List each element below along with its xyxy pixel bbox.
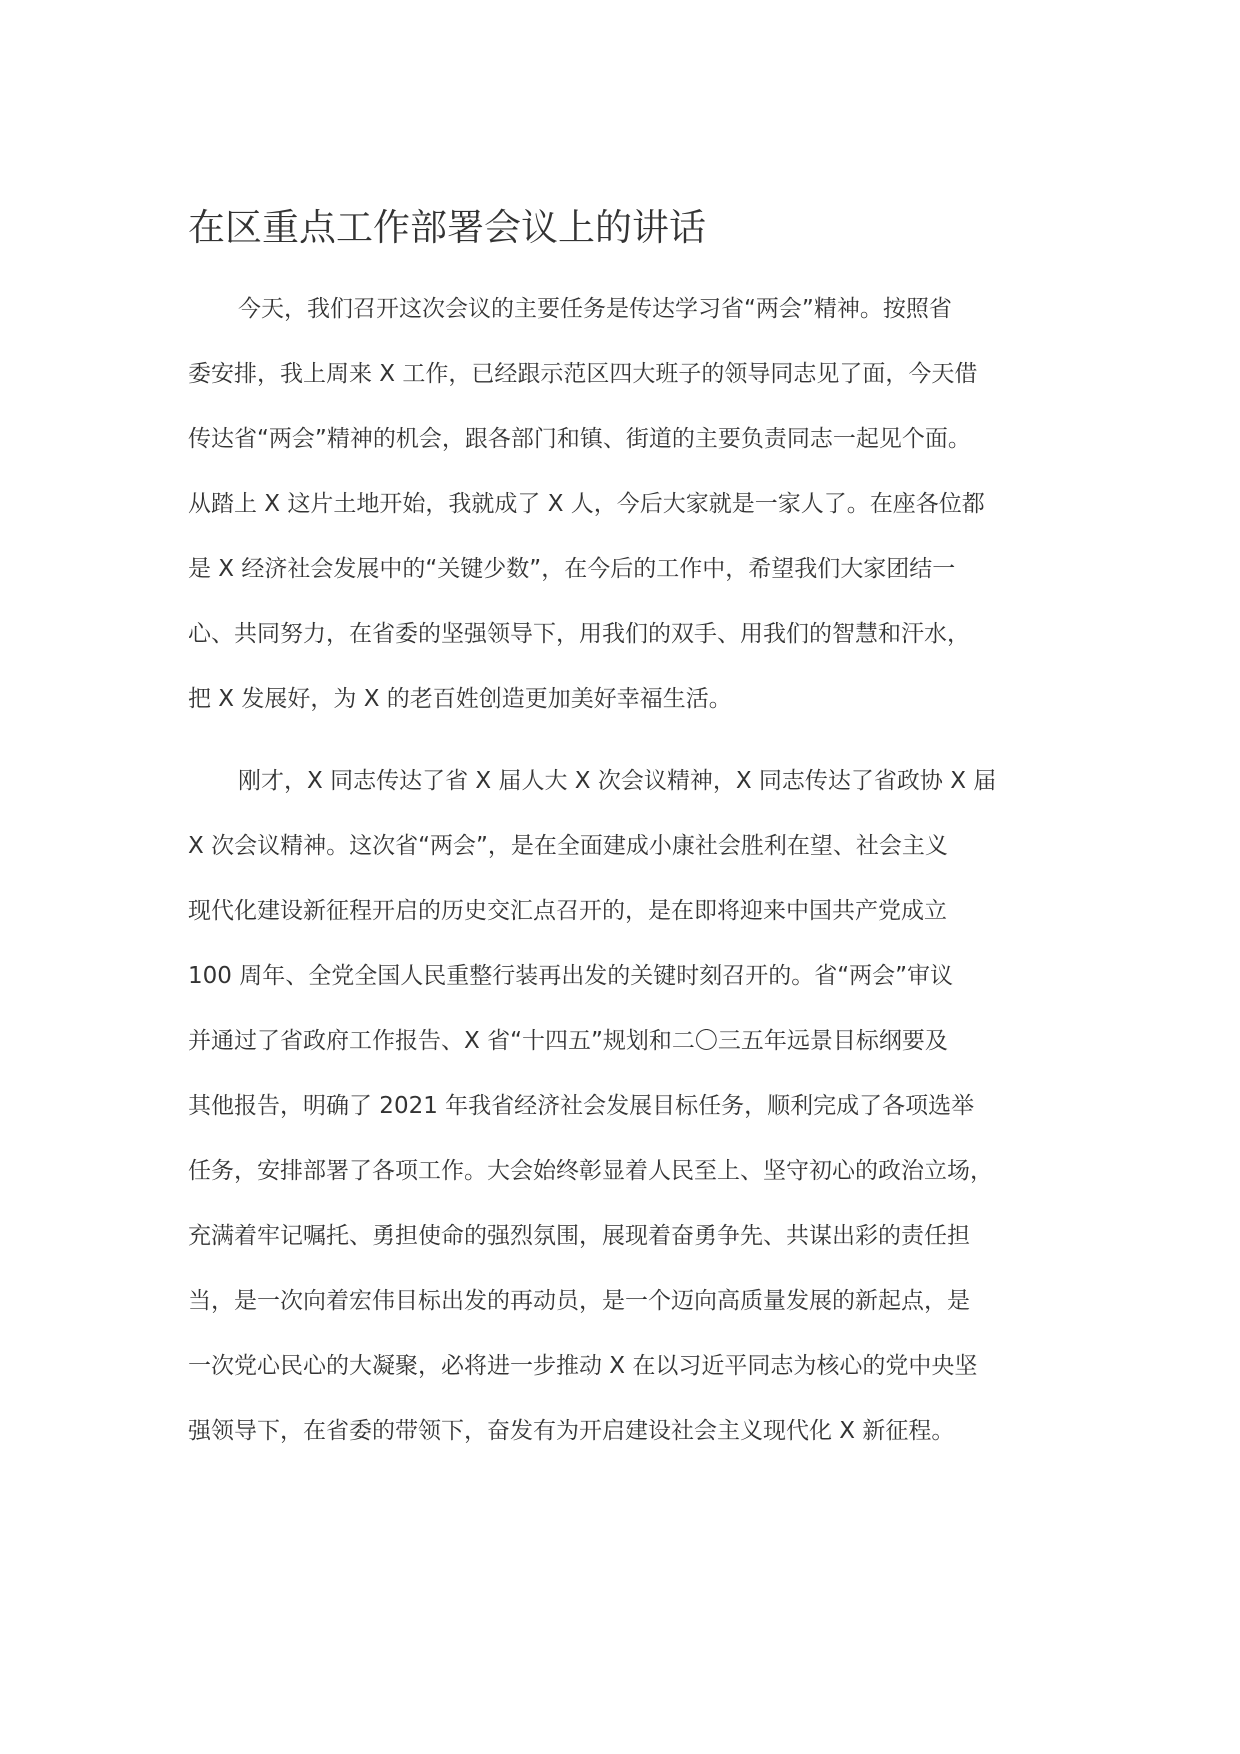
paragraph-line: 传达省“两会”精神的机会，跟各部门和镇、街道的主要负责同志一起见个面。 (188, 426, 971, 452)
paragraph-line: 把 X 发展好，为 X 的老百姓创造更加美好幸福生活。 (188, 686, 732, 712)
paragraph-line: 委安排，我上周来 X 工作，已经跟示范区四大班子的领导同志见了面，今天借 (188, 361, 978, 387)
paragraph-line: 充满着牢记嘱托、勇担使命的强烈氛围，展现着奋勇争先、共谋出彩的责任担 (188, 1223, 970, 1249)
paragraph-line: 心、共同努力，在省委的坚强领导下，用我们的双手、用我们的智慧和汗水， (188, 621, 970, 647)
paragraph-meeting-summary (188, 749, 1088, 1464)
paragraph-intro (188, 277, 1088, 732)
paragraph-line: 强领导下，在省委的带领下，奋发有为开启建设社会主义现代化 X 新征程。 (188, 1418, 955, 1444)
paragraph-line: 今天，我们召开这次会议的主要任务是传达学习省“两会”精神。按照省 (238, 296, 952, 322)
paragraph-line: 从踏上 X 这片土地开始，我就成了 X 人，今后大家就是一家人了。在座各位都 (188, 491, 985, 517)
paragraph-line: 100 周年、全党全国人民重整行装再出发的关键时刻召开的。省“两会”审议 (188, 963, 954, 989)
paragraph-line: 并通过了省政府工作报告、X 省“十四五”规划和二〇三五年远景目标纲要及 (188, 1028, 948, 1054)
paragraph-line: 刚才，X 同志传达了省 X 届人大 X 次会议精神，X 同志传达了省政协 X 届 (238, 768, 997, 794)
paragraph-line: 任务，安排部署了各项工作。大会始终彰显着人民至上、坚守初心的政治立场， (188, 1158, 993, 1184)
paragraph-line: X 次会议精神。这次省“两会”，是在全面建成小康社会胜利在望、社会主义 (188, 833, 948, 859)
paragraph-line: 其他报告，明确了 2021 年我省经济社会发展目标任务，顺利完成了各项选举 (188, 1093, 975, 1119)
paragraph-line: 是 X 经济社会发展中的“关键少数”，在今后的工作中，希望我们大家团结一 (188, 556, 956, 582)
paragraph-line: 现代化建设新征程开启的历史交汇点召开的，是在即将迎来中国共产党成立 (188, 898, 947, 924)
paragraph-line: 一次党心民心的大凝聚，必将进一步推动 X 在以习近平同志为核心的党中央坚 (188, 1353, 978, 1379)
document-title: 在区重点工作部署会议上的讲话 (188, 206, 706, 249)
paragraph-line: 当，是一次向着宏伟目标出发的再动员，是一个迈向高质量发展的新起点，是 (188, 1288, 970, 1314)
